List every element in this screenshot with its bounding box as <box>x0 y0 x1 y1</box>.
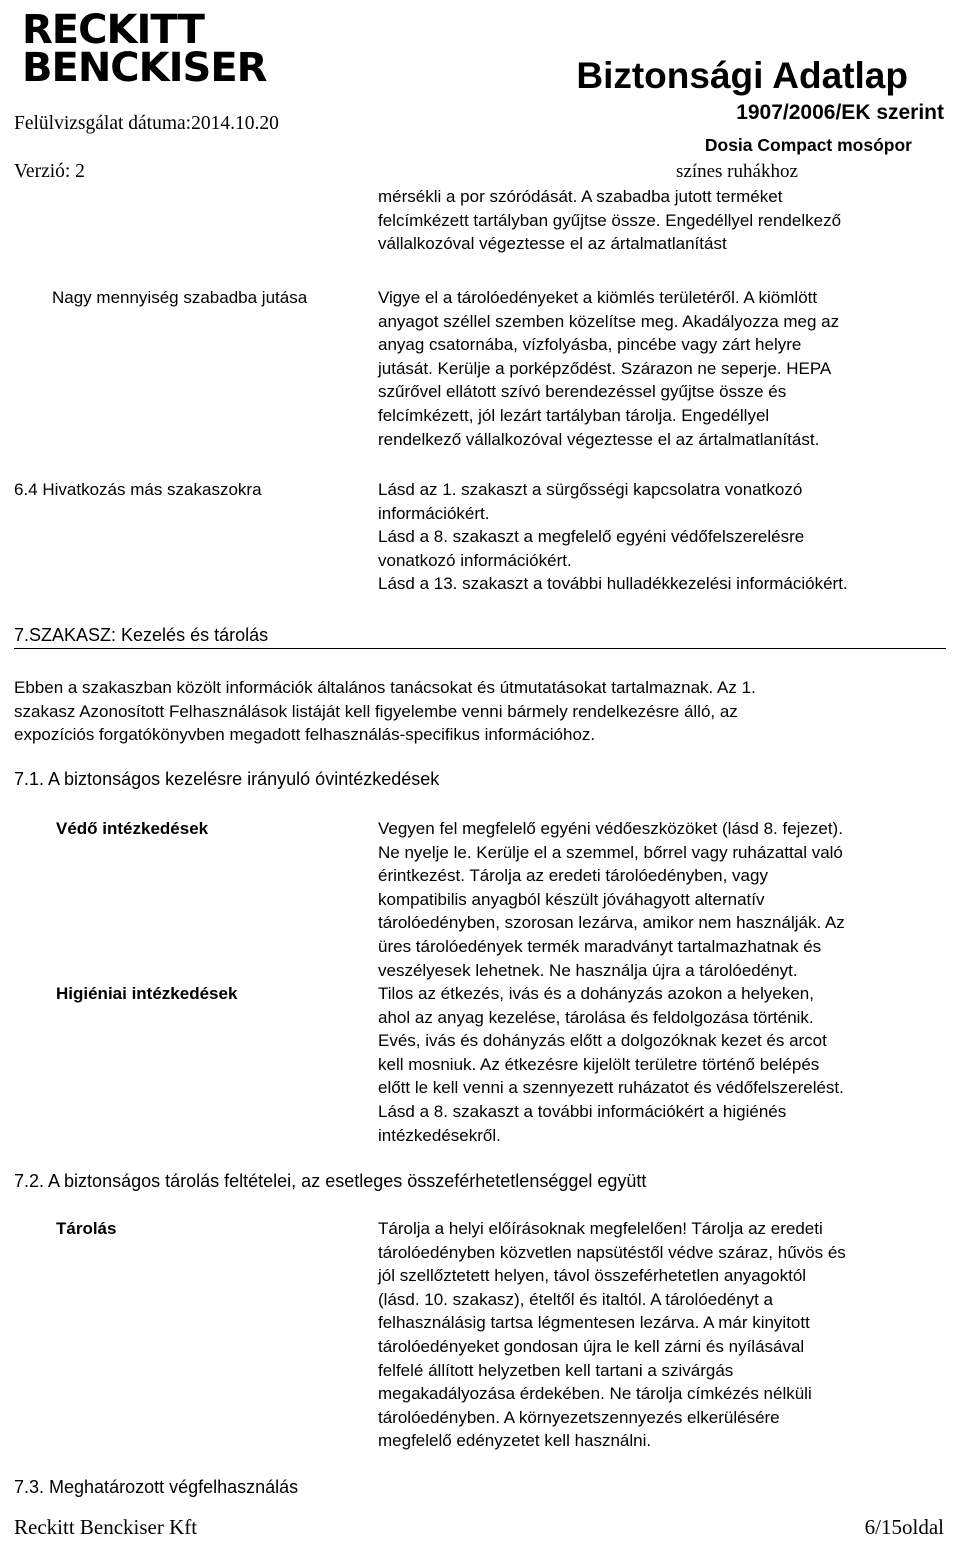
large-spill-label: Nagy mennyiség szabadba jutása <box>52 288 308 307</box>
logo-line-1: RECKITT <box>22 7 204 53</box>
section-divider <box>14 648 946 649</box>
section-7-2-title: 7.2. A biztonságos tárolás feltételei, az esetleges összeférhetetlenséggel együtt <box>14 1171 647 1191</box>
text-line: ahol az anyag kezelése, tárolása és feldolgozása történik. <box>378 1007 814 1027</box>
text-line: tárolóedényben, szorosan lezárva, amikor nem használják. Az <box>378 913 845 933</box>
text-line: kompatibilis anyagból készült jóváhagyott alternatív <box>378 889 765 909</box>
text-line: felhasználásig tartsa légmentesen lezárva. A már kinyitott <box>378 1313 810 1333</box>
text-line: üres tárolóedények termék maradványt tartalmazhatnak és <box>378 936 822 956</box>
text-line: Tárolja a helyi előírásoknak megfelelően! Tárolja az eredeti <box>378 1219 823 1238</box>
regulation: 1907/2006/EK szerint <box>736 101 944 124</box>
footer-company: Reckitt Benckiser Kft <box>14 1515 198 1539</box>
protective-measures-label: Védő intézkedések <box>56 819 209 838</box>
text-line: Vegyen fel megfelelő egyéni védőeszközöket (lásd 8. fejezet). <box>378 819 843 838</box>
text-line: Vigye el a tárolóedényeket a kiömlés területéről. A kiömlött <box>378 288 818 307</box>
text-line: tárolóedényeket gondosan újra le kell zárni és nyílásával <box>378 1336 805 1356</box>
text-line: szűrővel ellátott szívó berendezéssel gyűjtse össze és <box>378 382 787 402</box>
section-6-4-label: 6.4 Hivatkozás más szakaszokra <box>14 480 262 499</box>
storage-text <box>378 1217 846 1453</box>
footer-page-number: 6/15oldal <box>864 1515 944 1539</box>
text-line: megfelelő edényzetet kell használni. <box>378 1431 652 1451</box>
section-7-title: 7.SZAKASZ: Kezelés és tárolás <box>14 625 269 645</box>
section-7-1-title: 7.1. A biztonságos kezelésre irányuló óvintézkedések <box>14 769 440 789</box>
text-line: Lásd a 8. szakaszt a további információkért a higiénés <box>378 1101 787 1121</box>
spill-cleanup-continued <box>378 185 841 256</box>
text-line: megakadályozása érdekében. Ne tárolja címkézés nélküli <box>378 1384 812 1404</box>
text-line: jutását. Kerülje a porképződést. Szárazon ne seperje. HEPA <box>378 358 832 378</box>
logo-line-2: BENCKISER <box>22 45 267 91</box>
text-line: rendelkező vállalkozóval végeztesse el az ártalmatlanítást. <box>378 429 820 449</box>
hygiene-measures-text <box>378 982 844 1147</box>
text-line: expozíciós forgatókönyvben megadott felhasználás-specifikus információhoz. <box>14 725 596 745</box>
text-line: Lásd az 1. szakaszt a sürgősségi kapcsolatra vonatkozó <box>378 480 803 499</box>
text-line: tárolóedényben. A környezetszennyezés elkerülésére <box>378 1407 780 1427</box>
text-line: felfelé állított helyzetben kell tartani a szivárgás <box>378 1360 734 1380</box>
text-line: vállalkozóval végeztesse el az ártalmatlanítást <box>378 234 727 254</box>
text-line: érintkezést. Tárolja az eredeti tárolóedényben, vagy <box>378 866 768 886</box>
text-line: anyag csatornába, vízfolyásba, pincébe vagy zárt helyre <box>378 335 802 355</box>
hygiene-measures-label: Higiéniai intézkedések <box>56 984 238 1003</box>
text-line: Tilos az étkezés, ivás és a dohányzás azokon a helyeken, <box>378 984 814 1003</box>
text-line: intézkedésekről. <box>378 1125 501 1145</box>
text-line: tárolóedényben közvetlen napsütéstől védve száraz, hűvös és <box>378 1242 846 1262</box>
product-name: Dosia Compact mosópor <box>704 135 912 155</box>
storage-label: Tárolás <box>56 1219 117 1238</box>
text-line: felcímkézett, jól lezárt tartályban tárolja. Engedéllyel <box>378 405 770 425</box>
section-7-intro <box>14 676 946 747</box>
document-title: Biztonsági Adatlap <box>576 55 908 96</box>
company-logo <box>22 7 267 91</box>
text-line: Lásd a 13. szakaszt a további hulladékkezelési információkért. <box>378 574 848 594</box>
text-line: mérsékli a por szóródását. A szabadba jutott terméket <box>378 187 783 206</box>
version: Verzió: 2 <box>14 161 85 182</box>
text-line: jól szellőztetett helyen, távol összeférhetetlen anyagoktól <box>378 1266 807 1286</box>
text-line: Ebben a szakaszban közölt információk általános tanácsokat és útmutatásokat tartalmaznak. Az 1. <box>14 678 756 697</box>
protective-measures-text <box>378 817 845 982</box>
text-line: Lásd a 8. szakaszt a megfelelő egyéni védőfelszerelésre <box>378 527 805 547</box>
large-spill-text <box>378 286 839 451</box>
section-6-4-text <box>378 478 848 596</box>
section-7-3-title: 7.3. Meghatározott végfelhasználás <box>14 1477 299 1497</box>
text-line: (lásd. 10. szakasz), ételtől és italtól. A tárolóedényt a <box>378 1289 773 1309</box>
text-line: előtt le kell venni a szennyezett ruházatot és védőfelszerelést. <box>378 1078 844 1098</box>
text-line: kell mosniuk. Az étkezésre kijelölt területre történő belépés <box>378 1054 820 1074</box>
text-line: vonatkozó információkért. <box>378 550 572 570</box>
product-subtitle: színes ruhákhoz <box>676 161 798 182</box>
text-line: Ne nyelje le. Kerülje el a szemmel, bőrrel vagy ruházattal való <box>378 842 843 862</box>
text-line: szakasz Azonosított Felhasználások listáját kell figyelembe venni bármely rendelkezésre álló, az <box>14 701 738 721</box>
text-line: veszélyesek lehetnek. Ne használja újra a tárolóedényt. <box>378 960 798 980</box>
text-line: Evés, ivás és dohányzás előtt a dolgozóknak kezet és arcot <box>378 1031 827 1051</box>
text-line: felcímkézett tartályban gyűjtse össze. Engedéllyel rendelkező <box>378 210 842 230</box>
text-line: információkért. <box>378 503 490 523</box>
review-date: Felülvizsgálat dátuma:2014.10.20 <box>14 113 279 134</box>
text-line: anyagot széllel szemben közelítse meg. Akadályozza meg az <box>378 311 840 331</box>
